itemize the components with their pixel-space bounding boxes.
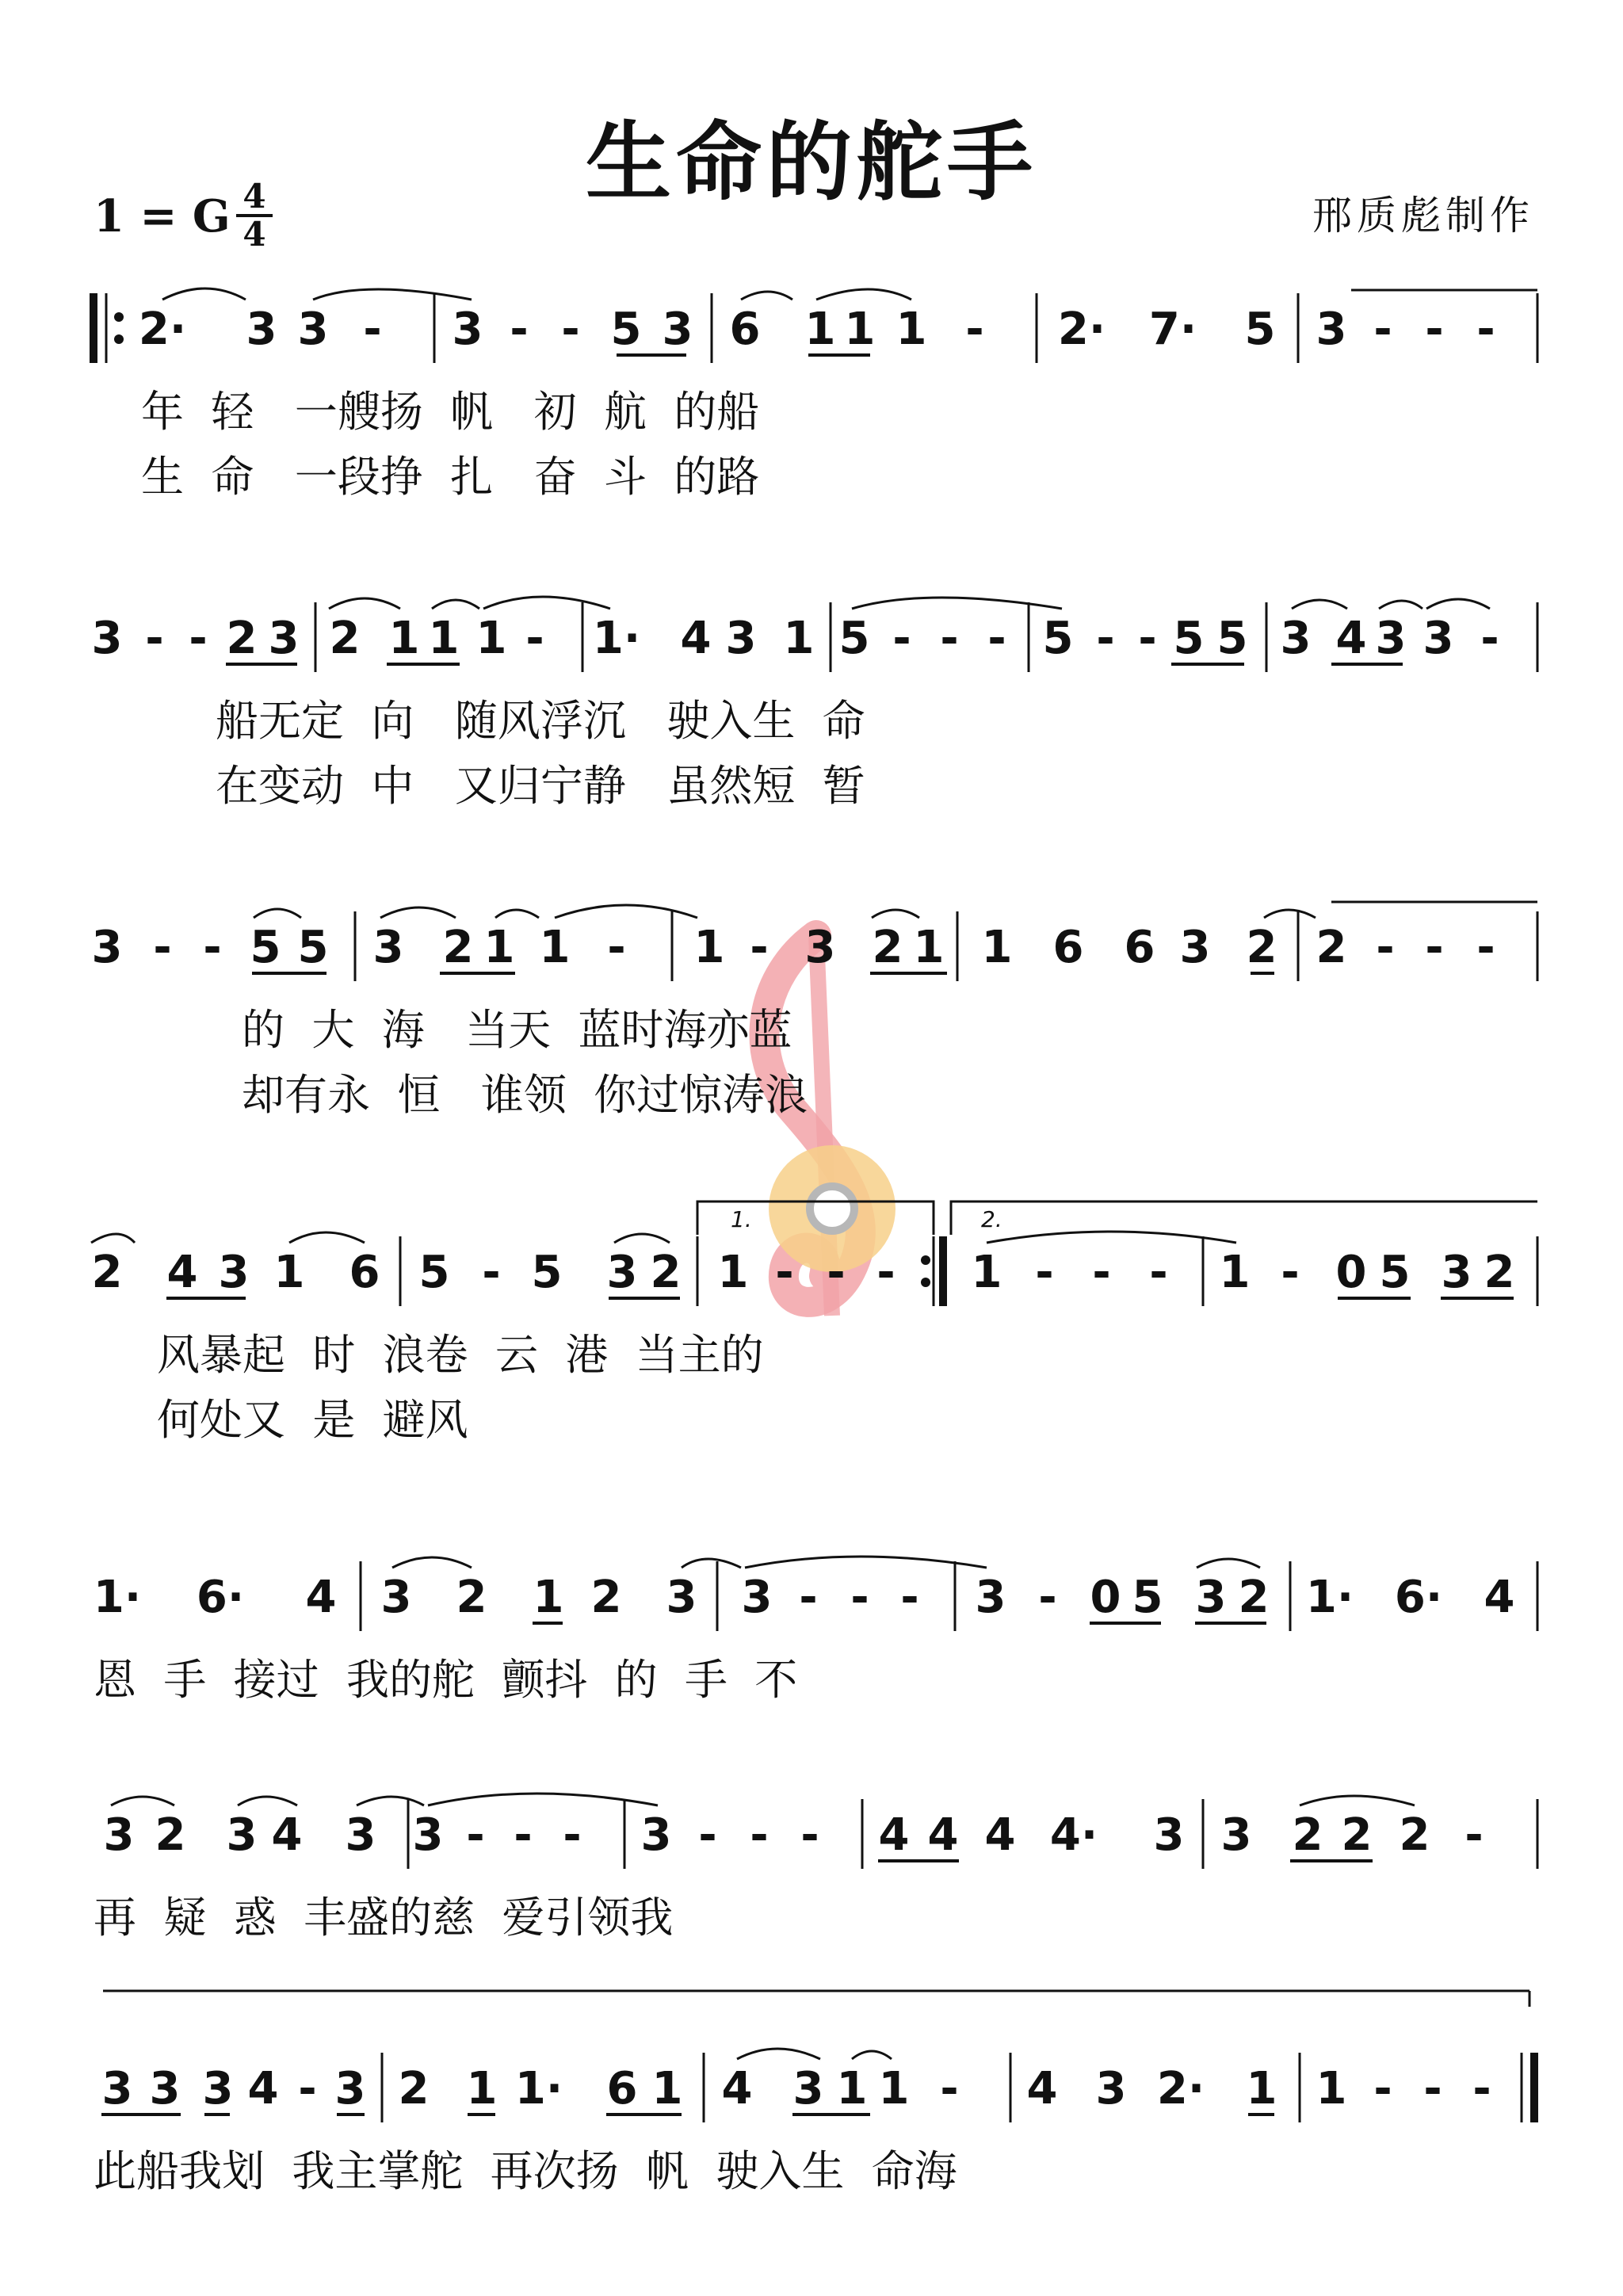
note: 2	[1292, 1809, 1323, 1861]
note: 3	[412, 1809, 444, 1861]
note: -	[1480, 613, 1499, 664]
note: 3	[975, 1572, 1006, 1623]
note: 3	[741, 1572, 773, 1623]
note: -	[1281, 1247, 1300, 1298]
lyric-line-1: 恩 手 接过 我的舵 颤抖 的 手 不	[94, 1655, 798, 1705]
note: -	[940, 613, 959, 664]
note: 1	[651, 2063, 683, 2115]
note: 6	[729, 304, 761, 355]
note: -	[799, 1572, 818, 1623]
note: 3	[103, 1809, 135, 1861]
note: 2	[1484, 1247, 1515, 1298]
note: -	[1035, 1247, 1054, 1298]
note: 3	[662, 304, 693, 355]
note: 3	[1095, 2063, 1127, 2115]
note: 2	[155, 1809, 186, 1861]
note: 4	[1484, 1572, 1515, 1623]
note: 1	[971, 1247, 1002, 1298]
note: -	[1373, 304, 1392, 355]
note: 3	[1441, 1247, 1472, 1298]
note: 4	[878, 1809, 910, 1861]
note: 3	[226, 1809, 258, 1861]
note: -	[698, 1809, 717, 1861]
note: -	[827, 1247, 846, 1298]
note: 1	[1246, 2063, 1277, 2115]
time-numerator: 4	[236, 179, 273, 217]
note: -	[510, 304, 529, 355]
note: 4	[1026, 2063, 1058, 2115]
note: 5	[838, 613, 870, 664]
note: 4	[721, 2063, 753, 2115]
note: 3	[606, 1247, 638, 1298]
note: 4	[1335, 613, 1367, 664]
note: 3	[792, 2063, 824, 2115]
lyric-line-1: 年 轻 一艘扬 帆 初 航 的船	[141, 387, 760, 437]
note: 6·	[196, 1572, 245, 1623]
note: 1	[539, 922, 571, 973]
note: 0	[1090, 1572, 1121, 1623]
note: -	[900, 1572, 919, 1623]
note: 2	[442, 922, 474, 973]
note: 1	[717, 1247, 749, 1298]
note: 1	[896, 304, 927, 355]
note: 1	[475, 613, 507, 664]
note: 6	[349, 1247, 380, 1298]
note: 2	[1341, 1809, 1373, 1861]
note: -	[514, 1809, 533, 1861]
note: -	[1038, 1572, 1057, 1623]
note: -	[850, 1572, 869, 1623]
note: -	[203, 922, 222, 973]
note: 3	[1316, 304, 1347, 355]
note: 5	[1379, 1247, 1411, 1298]
note: -	[1373, 2063, 1392, 2115]
note: -	[1376, 922, 1395, 973]
note: 2	[1246, 922, 1277, 973]
lyric-line-2: 在变动 中 又归宁静 虽然短 暂	[216, 761, 865, 811]
note: -	[1465, 1809, 1484, 1861]
time-denominator: 4	[242, 215, 266, 254]
note: 4	[305, 1572, 337, 1623]
note: 2·	[1057, 304, 1106, 355]
note: -	[940, 2063, 959, 2115]
note: 4	[927, 1809, 959, 1861]
note: 1·	[1305, 1572, 1354, 1623]
note: -	[892, 613, 911, 664]
note: 3	[380, 1572, 412, 1623]
note: -	[298, 2063, 317, 2115]
note: -	[525, 613, 544, 664]
note: 6	[1124, 922, 1155, 973]
note: 5	[1042, 613, 1074, 664]
key-signature: 1 = G	[94, 190, 231, 243]
note: 1	[483, 922, 515, 973]
note: 1	[1316, 2063, 1347, 2115]
note: 4	[271, 1809, 303, 1861]
note: 1	[804, 304, 836, 355]
note: -	[482, 1247, 501, 1298]
note: 5	[297, 922, 329, 973]
note: 3	[804, 922, 836, 973]
note: 3	[101, 2063, 133, 2115]
note: -	[561, 304, 580, 355]
note: 2	[1399, 1809, 1430, 1861]
note: 7·	[1148, 304, 1197, 355]
note: -	[189, 613, 208, 664]
note: 1	[913, 922, 945, 973]
note: 0	[1335, 1247, 1367, 1298]
note: 3	[246, 304, 277, 355]
note: 2	[1316, 922, 1347, 973]
note: 4	[247, 2063, 279, 2115]
note: 4	[984, 1809, 1016, 1861]
note: -	[145, 613, 164, 664]
note: 5	[1216, 613, 1248, 664]
note: -	[750, 922, 769, 973]
note: -	[1425, 922, 1444, 973]
note: 1	[981, 922, 1013, 973]
note: 1	[693, 922, 725, 973]
note: 3	[640, 1809, 672, 1861]
lyric-line-2: 何处又 是 避风	[157, 1395, 468, 1445]
note: 3	[1220, 1809, 1252, 1861]
note: -	[563, 1809, 582, 1861]
note: 1	[273, 1247, 305, 1298]
note: -	[750, 1809, 769, 1861]
note: -	[1472, 2063, 1491, 2115]
note: 5	[250, 922, 281, 973]
note: -	[363, 304, 382, 355]
note: 3	[1153, 1809, 1185, 1861]
note: 6	[1052, 922, 1084, 973]
note: -	[1423, 2063, 1442, 2115]
note: -	[153, 922, 172, 973]
note: 1	[878, 2063, 910, 2115]
note: 3	[149, 2063, 181, 2115]
note: 3	[268, 613, 300, 664]
note: -	[1149, 1247, 1168, 1298]
note: 3	[334, 2063, 366, 2115]
lyric-line-1: 的 大 海 当天 蓝时海亦蓝	[242, 1005, 792, 1055]
note: 2	[91, 1247, 123, 1298]
note: -	[607, 922, 626, 973]
note: 6	[606, 2063, 638, 2115]
note: 2	[329, 613, 361, 664]
note: 3	[218, 1247, 250, 1298]
note: 1	[1219, 1247, 1251, 1298]
note: 1	[533, 1572, 564, 1623]
note: 3	[666, 1572, 697, 1623]
note: -	[876, 1247, 896, 1298]
note: 3	[202, 2063, 234, 2115]
note: 3	[1195, 1572, 1227, 1623]
note: 5	[531, 1247, 563, 1298]
note: -	[1425, 304, 1444, 355]
note: 5	[1132, 1572, 1163, 1623]
note: 2	[226, 613, 258, 664]
note: 3	[91, 613, 123, 664]
first-ending-label: 1.	[731, 1206, 752, 1232]
note: 1	[844, 304, 876, 355]
note: 1·	[514, 2063, 563, 2115]
note: -	[775, 1247, 794, 1298]
note: 2	[456, 1572, 487, 1623]
note: 6·	[1394, 1572, 1443, 1623]
note: -	[1138, 613, 1157, 664]
lyric-line-1: 船无定 向 随风浮沉 驶入生 命	[216, 696, 865, 746]
note: 2·	[1156, 2063, 1205, 2115]
note: 1	[836, 2063, 868, 2115]
note: -	[965, 304, 984, 355]
lyric-line-1: 此船我划 我主掌舵 再次扬 帆 驶入生 命海	[94, 2146, 957, 2196]
note: 1·	[93, 1572, 142, 1623]
note: 4	[680, 613, 712, 664]
note: 3	[725, 613, 757, 664]
note: 5	[1244, 304, 1276, 355]
note: 2	[872, 922, 903, 973]
note: 4	[166, 1247, 198, 1298]
note: 1	[783, 613, 815, 664]
note: 1	[388, 613, 420, 664]
lyric-line-1: 风暴起 时 浪卷 云 港 当主的	[157, 1330, 764, 1380]
note: 5	[418, 1247, 450, 1298]
note: 1	[466, 2063, 498, 2115]
composer-credit: 邢质彪制作	[1312, 193, 1534, 239]
lyric-line-2: 生 命 一段挣 扎 奋 斗 的路	[141, 452, 760, 502]
time-signature	[236, 179, 273, 252]
note: 1·	[592, 613, 641, 664]
note: -	[800, 1809, 819, 1861]
note: 2	[1238, 1572, 1270, 1623]
note: 3	[345, 1809, 376, 1861]
note: 5	[610, 304, 642, 355]
note: 3	[452, 304, 483, 355]
lyric-line-1: 再 疑 惑 丰盛的慈 爱引领我	[94, 1893, 674, 1943]
note: -	[1476, 922, 1495, 973]
note: 2	[590, 1572, 622, 1623]
note: 1	[428, 613, 460, 664]
note: -	[1096, 613, 1115, 664]
lyric-line-2: 却有永 恒 谁领 你过惊涛浪	[242, 1070, 808, 1120]
note: -	[1476, 304, 1495, 355]
note: 3	[372, 922, 404, 973]
note: -	[987, 613, 1006, 664]
note: 3	[1375, 613, 1407, 664]
score-title: 生命的舵手	[585, 113, 1037, 212]
note: 5	[1173, 613, 1205, 664]
note: 3	[91, 922, 123, 973]
second-ending-label: 2.	[981, 1206, 1002, 1232]
note: 3	[1280, 613, 1312, 664]
note: -	[466, 1809, 485, 1861]
note: 3	[297, 304, 329, 355]
note: 3	[1423, 613, 1454, 664]
note: 2·	[138, 304, 187, 355]
note: 2	[398, 2063, 430, 2115]
note: 2	[650, 1247, 682, 1298]
note: 3	[1179, 922, 1211, 973]
note: -	[1092, 1247, 1111, 1298]
note: 4·	[1049, 1809, 1098, 1861]
